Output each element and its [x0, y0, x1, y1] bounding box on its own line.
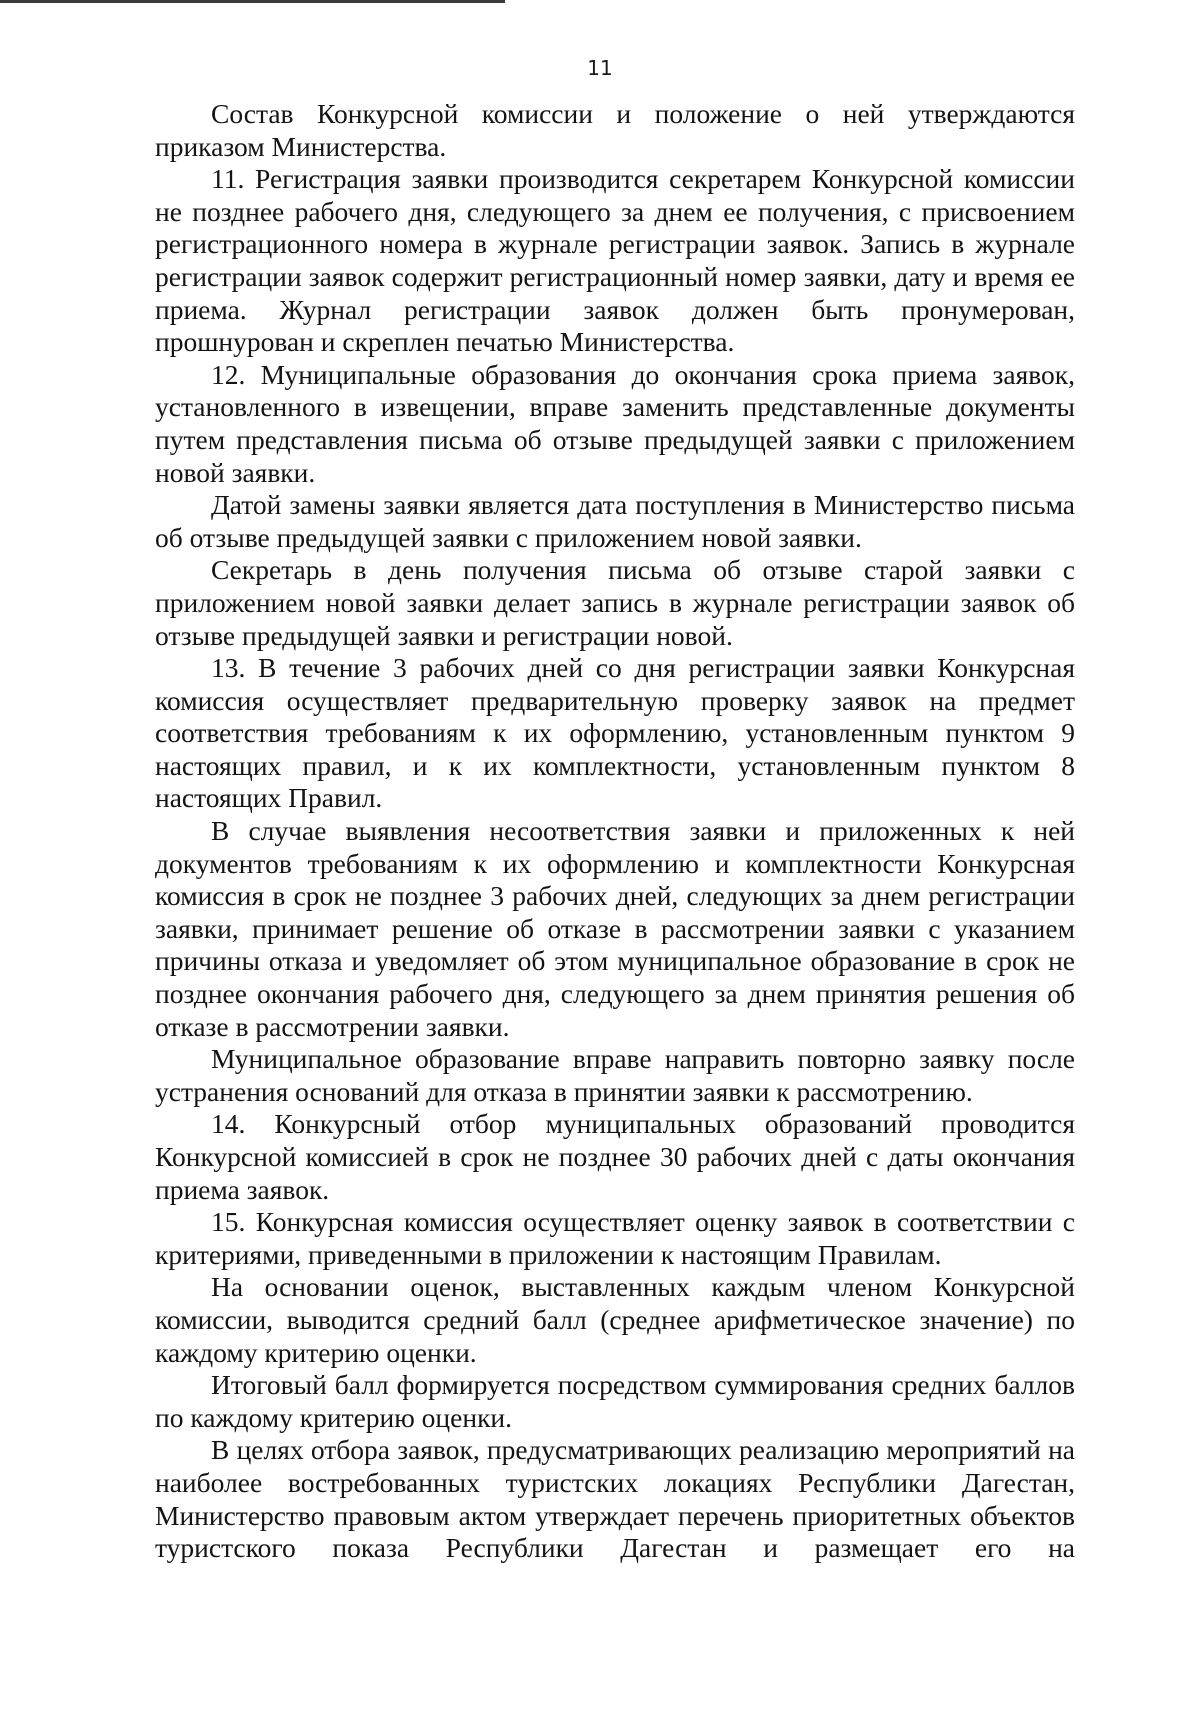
paragraph-item-13: 13. В течение 3 рабочих дней со дня регистрации заявки Конкурсная комиссия осуществляет предварительную проверку заявок на предмет соответствия требованиям к их оформлению, установленным пунктом 9 настоящих правил, и к их комплектности, установленным пунктом 8 настоящих Правил.: [155, 652, 1075, 814]
document-body: [155, 98, 1075, 1565]
paragraph-item-14: 14. Конкурсный отбор муниципальных образований проводится Конкурсной комиссией в срок не позднее 30 рабочих дней с даты окончания приема заявок.: [155, 1108, 1075, 1205]
paragraph-average-score: На основании оценок, выставленных каждым членом Конкурсной комиссии, выводится средний балл (среднее арифметическое значение) по каждому критерию оценки.: [155, 1271, 1075, 1368]
paragraph-secretary: Секретарь в день получения письма об отзыве старой заявки с приложением новой заявки делает запись в журнале регистрации заявок об отзыве предыдущей заявки и регистрации новой.: [155, 554, 1075, 651]
paragraph-item-12: 12. Муниципальные образования до окончания срока приема заявок, установленного в извещении, вправе заменить представленные документы путем представления письма об отзыве предыдущей заявки с приложением новой заявки.: [155, 358, 1075, 488]
paragraph-nonconformity: В случае выявления несоответствия заявки и приложенных к ней документов требованиям к их оформлению и комплектности Конкурсная комиссия в срок не позднее 3 рабочих дней, следующих за днем регистрации заявки, принимает решение об отказе в рассмотрении заявки с указанием причины отказа и уведомляет об этом муниципальное образование в срок не позднее окончания рабочего дня, следующего за днем принятия решения об отказе в рассмотрении заявки.: [155, 815, 1075, 1042]
paragraph-commission-composition: Состав Конкурсной комиссии и положение о ней утверждаются приказом Министерства.: [155, 98, 1075, 162]
page-number: 11: [587, 56, 613, 80]
paragraph-item-15: 15. Конкурсная комиссия осуществляет оценку заявок в соответствии с критериями, приведенными в приложении к настоящим Правилам.: [155, 1206, 1075, 1270]
paragraph-total-score: Итоговый балл формируется посредством суммирования средних баллов по каждому критерию оценки.: [155, 1369, 1075, 1433]
scan-top-edge: [0, 0, 505, 3]
paragraph-priority-objects: В целях отбора заявок, предусматривающих реализацию мероприятий на наиболее востребованных туристских локациях Республики Дагестан, Министерство правовым актом утверждает перечень приоритетных объектов туристского показа Республики Дагестан и размещает его на: [155, 1434, 1075, 1564]
paragraph-replacement-date: Датой замены заявки является дата поступления в Министерство письма об отзыве предыдущей заявки с приложением новой заявки.: [155, 489, 1075, 553]
paragraph-item-11: 11. Регистрация заявки производится секретарем Конкурсной комиссии не позднее рабочего дня, следующего за днем ее получения, с присвоением регистрационного номера в журнале регистрации заявок. Запись в журнале регистрации заявок содержит регистрационный номер заявки, дату и время ее приема. Журнал регистрации заявок должен быть пронумерован, прошнурован и скреплен печатью Министерства.: [155, 163, 1075, 358]
paragraph-resubmission: Муниципальное образование вправе направить повторно заявку после устранения оснований для отказа в принятии заявки к рассмотрению.: [155, 1043, 1075, 1107]
